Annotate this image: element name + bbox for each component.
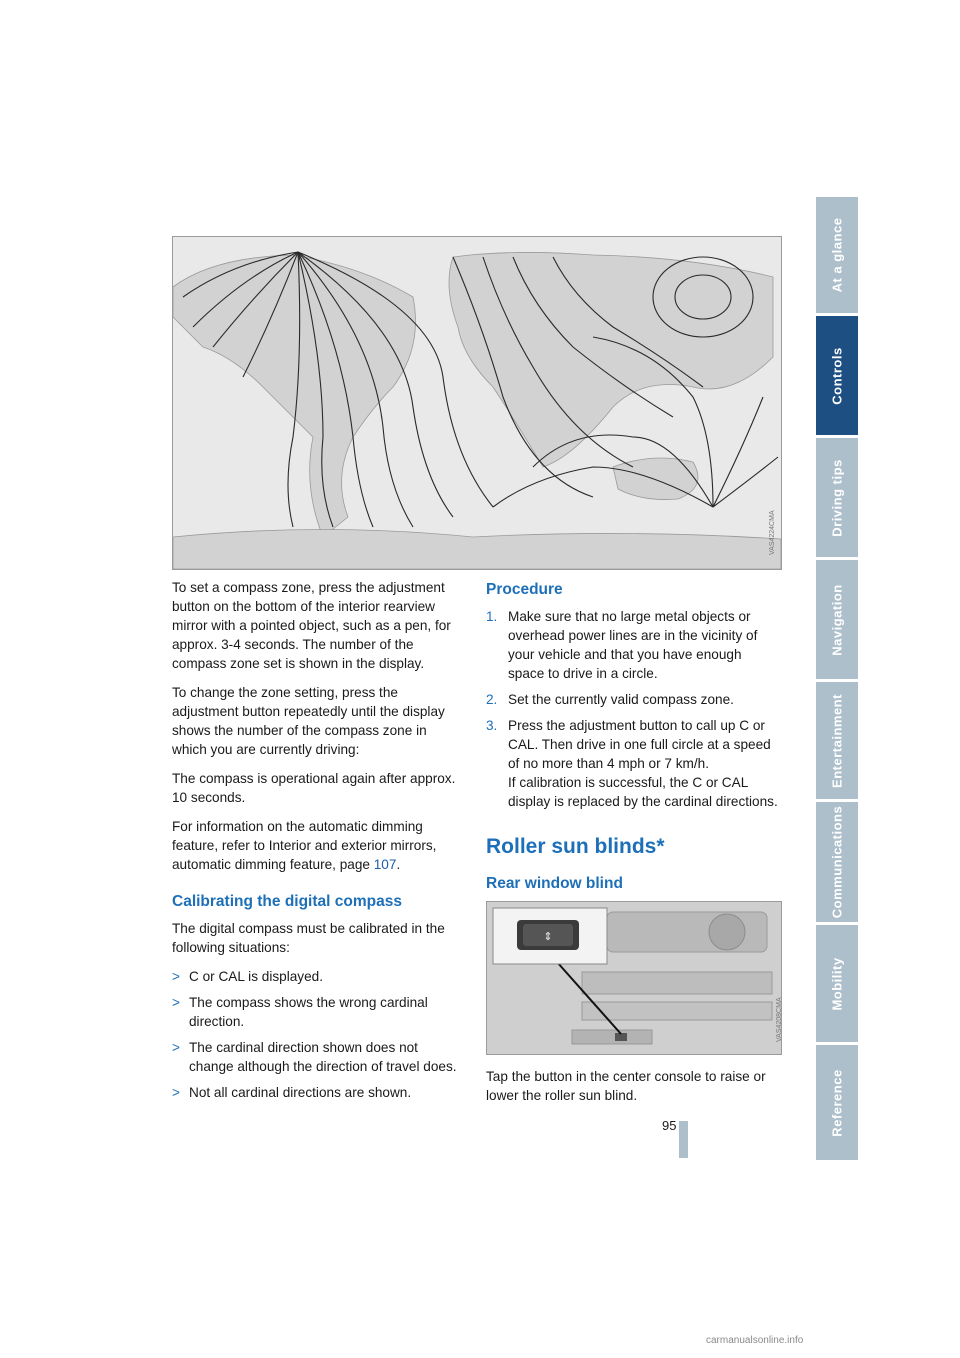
bullet-marker: > <box>172 1085 180 1100</box>
svg-text:⇕: ⇕ <box>543 930 553 943</box>
step-text-continued: If calibration is successful, the C or CAL display is replaced by the cardinal directions. <box>508 775 778 809</box>
chapter-tab[interactable] <box>816 1045 858 1160</box>
bullet-marker: > <box>172 995 180 1010</box>
caption: Tap the button in the center console to raise or lower the roller sun blind. <box>486 1069 766 1103</box>
bullet-text: The cardinal direction shown does not change although the direction of travel does. <box>189 1040 457 1074</box>
world-map-illustration <box>173 237 781 569</box>
bullet-item <box>172 967 464 986</box>
chapter-tab[interactable] <box>816 925 858 1042</box>
chapter-tab[interactable] <box>816 802 858 922</box>
bullet-item <box>172 1083 464 1102</box>
chapter-tabs <box>816 197 858 1163</box>
chapter-tab-label: Driving tips <box>829 458 845 537</box>
step-text: Press the adjustment button to call up C or CAL. Then drive in one full circle at a speed of no more than 4 mph or 7 km/h. <box>508 718 771 771</box>
left-column <box>172 578 464 1109</box>
paragraph-end: . <box>396 857 401 872</box>
bullet-text: Not all cardinal directions are shown. <box>189 1085 412 1100</box>
compass-zone-map <box>172 236 782 570</box>
chapter-tab-label: Entertainment <box>829 693 845 788</box>
chapter-tab-label: Reference <box>829 1068 845 1137</box>
bullet-text: The compass shows the wrong cardinal direction. <box>189 995 428 1029</box>
page-number: 95 <box>662 1118 677 1133</box>
chapter-tab-label: Controls <box>829 346 845 405</box>
right-column <box>486 578 783 1115</box>
paragraph: The digital compass must be calibrated in the following situations: <box>172 921 445 955</box>
chapter-tab[interactable] <box>816 316 858 435</box>
paragraph: To change the zone setting, press the adjustment button repeatedly until the display shows the number of the compass zone in which you are currently driving: <box>172 685 445 757</box>
chapter-tab-label: Navigation <box>829 583 845 656</box>
page-marker-bar <box>679 1121 688 1158</box>
bullet-item <box>172 993 464 1031</box>
paragraph: The compass is operational again after approx. 10 seconds. <box>172 771 456 805</box>
paragraph <box>172 817 464 874</box>
procedure-step <box>486 716 780 811</box>
step-number: 2. <box>486 692 498 707</box>
procedure-steps <box>486 607 780 811</box>
calibration-heading: Calibrating the digital compass <box>172 893 402 910</box>
rear-blind-heading: Rear window blind <box>486 875 623 892</box>
chapter-tab[interactable] <box>816 197 858 313</box>
step-text: Set the currently valid compass zone. <box>508 692 734 707</box>
chapter-tab[interactable] <box>816 682 858 799</box>
procedure-step <box>486 607 780 683</box>
step-number: 1. <box>486 609 498 624</box>
page-link[interactable]: 107 <box>373 857 397 872</box>
footer-watermark: carmanualsonline.info <box>706 1335 804 1346</box>
chapter-tab[interactable] <box>816 438 858 557</box>
step-number: 3. <box>486 718 498 733</box>
paragraph: To set a compass zone, press the adjustment button on the bottom of the interior rearview mirror with a pointed object, such as a pen, for approx. 3-4 seconds. The number of the compass zone set is shown in the display. <box>172 580 451 671</box>
bullet-marker: > <box>172 969 180 984</box>
section-title: Roller sun blinds* <box>486 835 665 858</box>
bullet-item <box>172 1038 464 1076</box>
center-console-photo <box>486 901 782 1055</box>
bullet-text: C or CAL is displayed. <box>189 969 323 984</box>
chapter-tab-label: Mobility <box>829 956 845 1011</box>
chapter-tab-label: Communications <box>829 805 845 919</box>
step-text: Make sure that no large metal objects or overhead power lines are in the vicinity of your vehicle and that you have enough space to drive in a circle. <box>508 609 758 681</box>
figure-code: VAS4208CMA <box>776 997 783 1042</box>
procedure-step <box>486 690 780 709</box>
bullet-list <box>172 967 464 1102</box>
paragraph-text: For information on the automatic dimming feature, refer to Interior and exterior mirrors, automatic dimming feature, page <box>172 819 437 872</box>
console-illustration <box>487 902 781 1054</box>
figure-code: VAS4224CMA <box>769 510 776 555</box>
procedure-heading: Procedure <box>486 581 563 598</box>
chapter-tab[interactable] <box>816 560 858 679</box>
chapter-tab-label: At a glance <box>829 217 845 293</box>
bullet-marker: > <box>172 1040 180 1055</box>
